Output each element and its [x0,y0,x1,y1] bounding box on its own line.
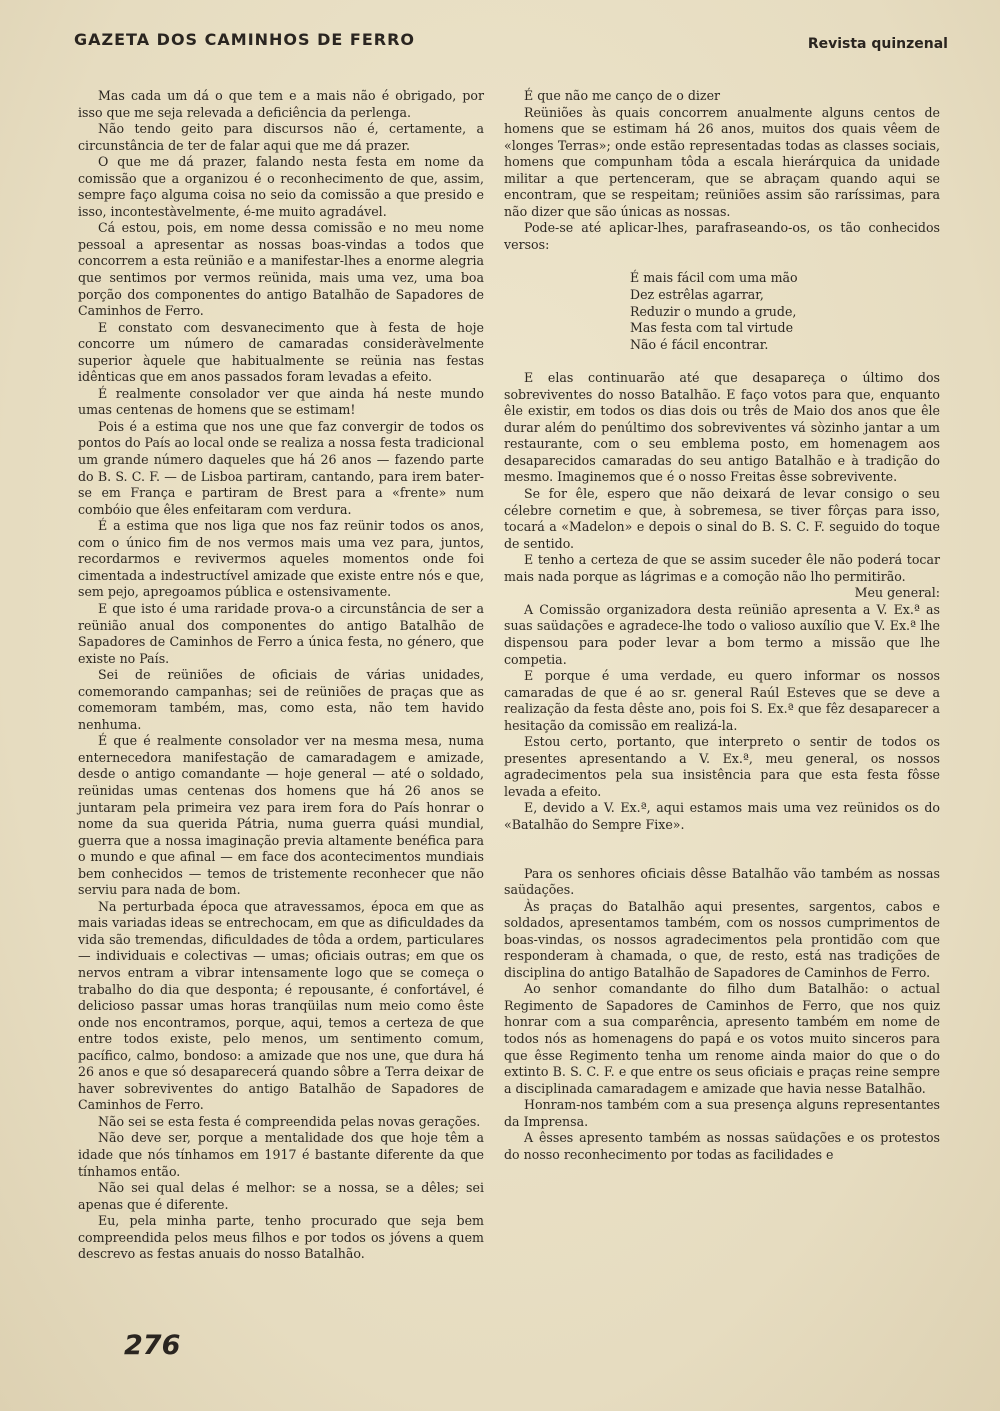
publication-subtitle: Revista quinzenal [807,36,948,52]
paragraph: Mas cada um dá o que tem e a mais não é obrigado, por isso que me seja relevada a deficiência da perlenga. [78,88,484,120]
paragraph: Não sei qual delas é melhor: se a nossa, se a dêles; sei apenas que é diferente. [78,1180,484,1212]
paragraph: É que não me canço de o dizer [524,88,721,103]
paragraph: A Comissão organizadora desta reünião apresenta a V. Ex.ª as suas saüdações e agradece-lhe todo o valioso auxílio que V. Ex.ª lhe dispensou para poder levar a bom termo a missão que lhe competia. [504,601,940,667]
paragraph: É que é realmente consolador ver na mesma mesa, numa enternecedora manifestação de camaradagem e amizade, desde o antigo comandante — hoje general — até o soldado, reünidas umas centenas dos homens que há 26 anos se juntaram pela primeira vez para irem fora do País honrar o nome da sua querida Pátria, numa guerra quási mundial, guerra que a nossa imaginação previa altamente benéfica para o mundo e que afinal — em face dos acontecimentos mundiais bem conhecidos — temos de tristemente reconhecer que não serviu para nada de bom. [78,733,484,898]
poem-verse [630,270,940,353]
paragraph: Para os senhores oficiais dêsse Batalhão vão também as nossas saüdações. [504,865,940,898]
paragraph: E elas continuarão até que desapareça o último dos sobreviventes do nosso Batalhão. E faço votos para que, enquanto êle existir, em todos os dias dois ou três de Maio dos anos que êle durar além do penúltimo dos sobreviventes vá sòzinho jantar a um restaurante, com o seu emblema posto, em homenagem aos desaparecidos camaradas do seu antigo Batalhão e à tradição do mesmo. Imaginemos que é o nosso Freitas êsse sobrevivente. [504,370,940,485]
paragraph: É a estima que nos liga que nos faz reünir todos os anos, com o único fim de nos vermos mais uma vez para, juntos, recordarmos e revivermos aqueles momentos onde foi cimentada a indestructível amizade que existe entre nós e que, sem pejo, apregoamos pública e ostensivamente. [78,518,484,600]
paragraph: E, devido a V. Ex.ª, aqui estamos mais uma vez reünidos os do «Batalhão do Sempre Fixe». [504,800,940,832]
paragraph: E que isto é uma raridade prova-o a circunstância de ser a reünião anual dos componentes do antigo Batalhão de Sapadores de Caminhos de Ferro a única festa, no género, que existe no País. [78,600,484,666]
right-column [504,88,940,1163]
left-column [78,88,484,1263]
section-gap [504,834,940,850]
paragraph: Ao senhor comandante do filho dum Batalhão: o actual Regimento de Sapadores de Caminhos de Ferro, que nos quiz honrar com a sua comparência, apresento também em nome de todos nós as homenagens do papá e os votos muito sinceros para que êsse Regimento tenha um renome ainda maior do que o do extinto B. S. C. F. e que entre os seus oficiais e praças reine sempre a disciplinada camaradagem e amizade que havia nesse Batalhão. [504,981,940,1096]
poem-line: Reduzir o mundo a grude, [630,303,797,319]
paragraph: Na perturbada época que atravessamos, época em que as mais variadas ideas se entrechocam, em que as dificuldades da vida são tremendas, dificuldades de tôda a ordem, particulares — individuais e colectivas — umas; oficiais outras; em que os nervos entram a vibrar intensamente logo que se começa o trabalho do dia que desponta; é repousante, é confortável, é delicioso passar umas horas tranqüilas num meio como êste onde nos encontramos, porque, aqui, temos a certeza de que entre todos existe, pelo menos, um sentimento comum, pacífico, calmo, bondoso: a amizade que nos une, que dura há 26 anos e que só desaparecerá quando sôbre a Terra deixar de haver sobreviventes do antigo Batalhão de Sapadores de Caminhos de Ferro. [78,898,484,1113]
paragraph: Pode-se até aplicar-lhes, parafraseando-os, os tão conhecidos versos: [504,220,940,252]
paragraph: E constato com desvanecimento que à festa de hoje concorre um número de camaradas consideràvelmente superior àquele que habitualmente se reünia nas festas idênticas que em anos passados foram levadas a efeito. [78,319,484,385]
salutation: Meu general: [854,585,940,601]
poem-line: É mais fácil com uma mão [630,270,798,286]
paragraph: E porque é uma verdade, eu quero informar os nossos camaradas de que é ao sr. general Raúl Esteves que se deve a realização da festa dêste ano, pois foi S. Ex.ª que fêz desaparecer a hesitação da comissão em realizá-la. [504,668,940,733]
section-gap [504,850,940,866]
paragraph: Se for êle, espero que não deixará de levar consigo o seu célebre cornetim e que, à sobremesa, se tiver fôrças para isso, tocará a «Madelon» e depois o sinal do B. S. C. F. seguido do toque de sentido. [504,486,940,551]
poem-line: Mas festa com tal virtude [630,320,794,336]
page-number: 276 [124,1330,181,1361]
paragraph: Às praças do Batalhão aqui presentes, sargentos, cabos e soldados, apresentamos também, com os nossos cumprimentos de boas-vindas, os nossos agradecimentos pela prontidão com que responderam à chamada, o que, de resto, está nas tradições de disciplina do antigo Batalhão de Sapadores de Caminhos de Ferro. [504,898,940,980]
poem-line: Não é fácil encontrar. [630,336,769,352]
paragraph: Honram-nos também com a sua presença alguns representantes da Imprensa. [504,1097,940,1129]
publication-title: GAZETA DOS CAMINHOS DE FERRO [74,30,416,49]
paragraph: Reüniões às quais concorrem anualmente alguns centos de homens que se estimam há 26 anos, muitos dos quais vêem de «longes Terras»; onde estão representadas todas as classes sociais, homens que compunham tôda a escala hierárquica da unidade militar a que pertenceram, que se abraçam quando aqui se encontram, que se respeitam; reüniões assim são raríssimas, para não dizer que são únicas as nossas. [504,104,940,219]
paragraph: Pois é a estima que nos une que faz convergir de todos os pontos do País ao local onde se realiza a nossa festa tradicional um grande número daqueles que há 26 anos — fazendo parte do B. S. C. F. — de Lisboa partiram, cantando, para irem bater-se em França e partiram de Brest para a «frente» num combóio que êles enfeitaram com verdura. [78,418,484,517]
paragraph: Eu, pela minha parte, tenho procurado que seja bem compreendida pelos meus filhos e por todos os jóvens a quem descrevo as festas anuais do nosso Batalhão. [78,1213,484,1262]
paragraph: Sei de reüniões de oficiais de várias unidades, comemorando campanhas; sei de reüniões de praças que as comemoram também, mas, como esta, não tem havido nenhuma. [78,667,484,732]
paragraph: Estou certo, portanto, que interpreto o sentir de todos os presentes apresentando a V. Ex.ª, meu general, os nossos agradecimentos pela sua insistência para que esta festa fôsse levada a efeito. [504,734,940,799]
paragraph: É realmente consolador ver que ainda há neste mundo umas centenas de homens que se estimam! [78,385,484,418]
paragraph: Não deve ser, porque a mentalidade dos que hoje têm a idade que nós tínhamos em 1917 é bastante diferente da que tínhamos então. [78,1130,484,1179]
paragraph: Não sei se esta festa é compreendida pelas novas gerações. [98,1113,481,1129]
paragraph: A êsses apresento também as nossas saüdações e os protestos do nosso reconhecimento por todas as facilidades e [504,1130,940,1162]
paragraph: Cá estou, pois, em nome dessa comissão e no meu nome pessoal a apresentar as nossas boas-vindas a todos que concorrem a esta reünião e a manifestar-lhes a enorme alegria que sentimos por vermos reünida, mais uma vez, uma boa porção dos componentes do antigo Batalhão de Sapadores de Caminhos de Ferro. [78,220,484,319]
poem-line: Dez estrêlas agarrar, [630,287,764,303]
paragraph: Não tendo geito para discursos não é, certamente, a circunstância de ter de falar aqui que me dá prazer. [78,121,484,153]
paragraph: O que me dá prazer, falando nesta festa em nome da comissão que a organizou é o reconhecimento de que, assim, sempre faço alguma coisa no seio da comissão a que presido e isso, incontestàvelmente, é-me muito agradável. [78,154,484,219]
paragraph: E tenho a certeza de que se assim suceder êle não poderá tocar mais nada porque as lágrimas e a comoção não lho permitirão. [504,552,940,584]
